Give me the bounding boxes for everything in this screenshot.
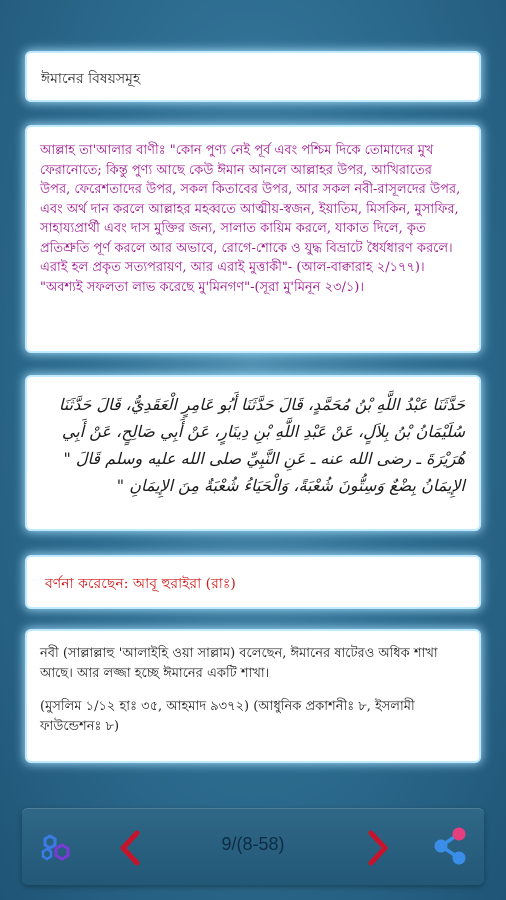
bottom-navigation-bar (22, 808, 484, 885)
chevron-right-icon (365, 830, 391, 866)
settings-gears-icon (36, 828, 76, 868)
section-title: ঈমানের বিষয়সমূহ (41, 71, 141, 87)
ayah-text: আল্লাহ তা'আলার বাণীঃ "কোন পুণ্য নেই পূর্ব এবং পশ্চিম দিকে তোমাদের মুখ ফেরানোতে; কিন্তু পুণ্য আছে কেউ ঈমান আনলে আল্লাহর উপর, আখিরাতের উপর, ফেরেশতাদের উপর, সকল কিতাবের উপর, আর সকল নবী-রাসূলদের উপর, এবং অর্থ দান করলে আল্লাহর মহব্বতে আত্মীয়-স্বজন, ইয়াতিম, মিসকিন, মুসাফির, সাহায্যপ্রার্থী এবং দাস মুক্তির জন্য, সালাত কায়িম করলে, যাকাত দিলে, কৃত প্রতিশ্রুতি পূর্ণ করলে আর অভাবে, রোগে-শোকে ও যুদ্ধ বিভ্রাটে ধৈর্যধারণ করলে। এরাই হল প্রকৃত সত্যপরায়ণ, আর এরাই মুত্তাকী"- (আল-বাক্বারাহ ২/১৭৭)। "অবশ্যই সফলতা লাভ করেছে মু'মিনগণ"-(সূরা মু'মিনূন ২৩/১)। (40, 143, 461, 295)
narrator-card (27, 557, 479, 607)
chevron-left-icon (117, 830, 143, 866)
share-icon (430, 824, 470, 868)
arabic-hadith-card (27, 377, 479, 529)
narrator-text: বর্ণনা করেছেন: আবূ হুরাইরা (রাঃ) (45, 576, 236, 592)
previous-button[interactable] (110, 826, 150, 870)
share-button[interactable] (428, 822, 472, 870)
hadith-translation-text: নবী (সাল্লাল্লাহু 'আলাইহি ওয়া সাল্লাম) বলেছেন, ঈমানের ষাটেরও অধিক শাখা আছে। আর লজ্জা হচ্ছে ঈমানের একটি শাখা। (40, 646, 438, 681)
arabic-hadith-text: حَدَّثَنَا عَبْدُ اللَّهِ بْنُ مُحَمَّدٍ، قَالَ حَدَّثَنَا أَبُو عَامِرٍ الْعَقَدِيُّ، قَالَ حَدَّثَنَا سُلَيْمَانُ بْنُ بِلاَلٍ، عَنْ عَبْدِ اللَّهِ بْنِ دِينَارٍ، عَنْ أَبِي صَالِحٍ، عَنْ أَبِي هُرَيْرَةَ ـ رضى الله عنه ـ عَنِ النَّبِيِّ صلى الله عليه وسلم قَالَ " الإِيمَانُ بِضْعٌ وَسِتُّونَ شُعْبَةً، وَالْحَيَاءُ شُعْبَةٌ مِنَ الإِيمَانِ " (58, 395, 465, 495)
hadith-translation-card (27, 631, 479, 761)
hadith-reference: (মুসলিম ১/১২ হাঃ ৩৫, আহমাদ ৯৩৭২) (আধুনিক প্রকাশনীঃ ৮, ইসলামী ফাউন্ডেশনঃ ৮) (40, 699, 415, 734)
page-indicator: 9/(8-58) (221, 834, 285, 854)
section-title-card (27, 53, 479, 100)
ayah-card (27, 127, 479, 351)
settings-button[interactable] (34, 826, 78, 870)
next-button[interactable] (358, 826, 398, 870)
